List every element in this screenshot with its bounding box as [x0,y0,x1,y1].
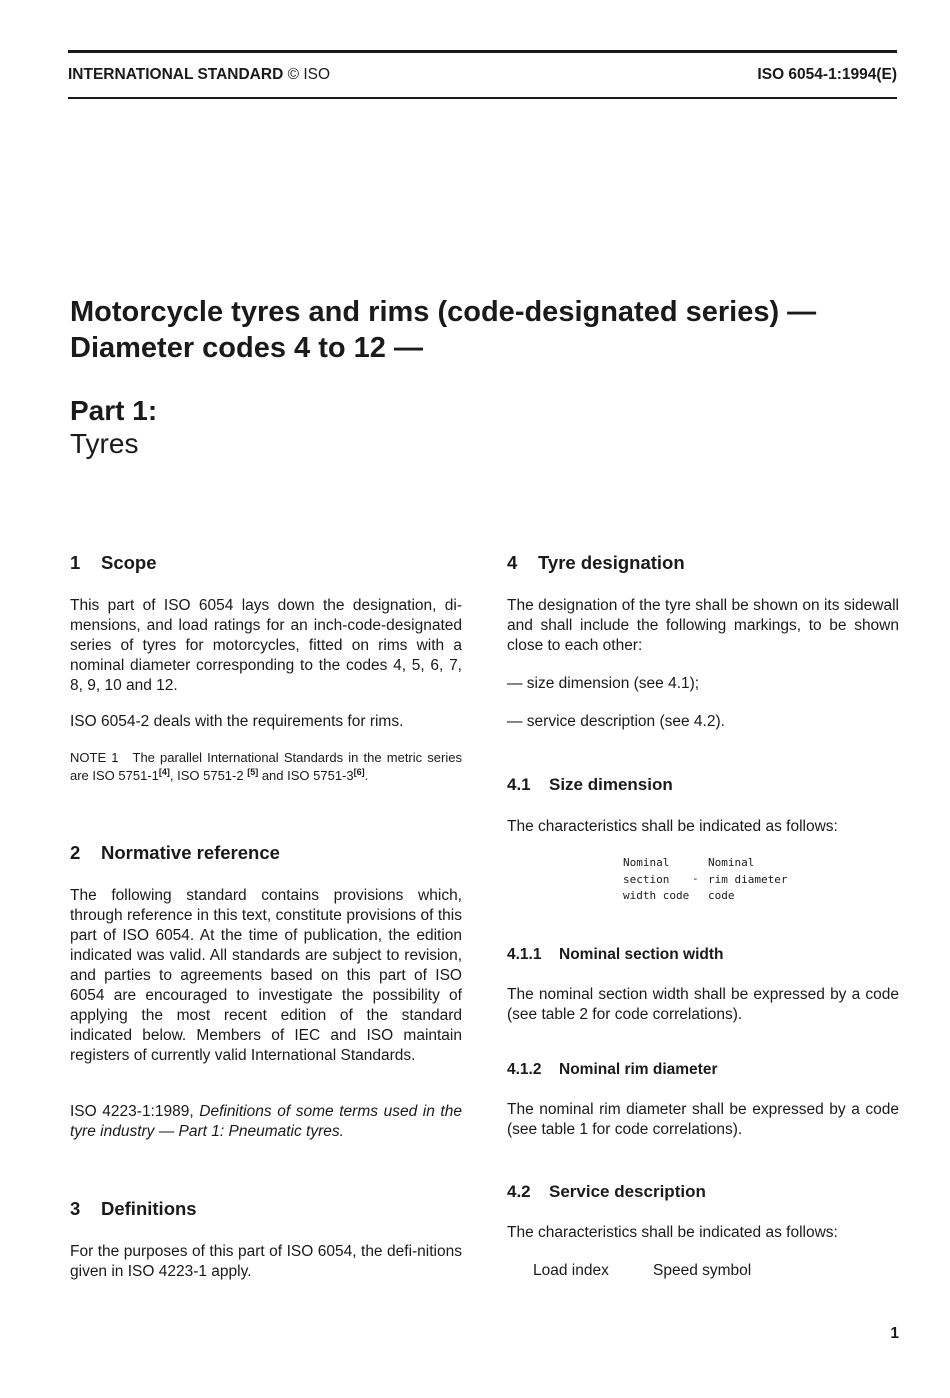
normative-paragraph: The following standard contains provisions which, through reference in this text, constitute provisions of this part of ISO 6054. At the time of publication, the edition indicated was valid. All standards are subject to revision, and parties to agreements based on this part of ISO 6054 are encouraged to investigate the possibility of applying the most recent edition of the standard indicated below. Members of IEC and ISO maintain registers of currently valid International Standards. [70,887,462,1064]
header-standard-label: INTERNATIONAL STANDARD [68,66,284,83]
size-paragraph: The characteristics shall be indicated as follows: [507,818,838,835]
header-bottom-rule [68,97,897,99]
rim-diameter-heading: 4.1.2 Nominal rim diameter [507,1061,718,1078]
definitions-paragraph: For the purposes of this part of ISO 6054, the defi-nitions given in ISO 4223-1 apply. [70,1243,462,1280]
diagram-dash: - [692,872,699,885]
title-line-1: Motorcycle tyres and rims (code-designated series) — [70,296,817,328]
scope-paragraph-2: ISO 6054-2 deals with the requirements for rims. [70,713,404,730]
header-copyright: © ISO [287,66,331,83]
title-line-2: Diameter codes 4 to 12 — [70,332,423,364]
header-document-number: ISO 6054-1:1994(E) [757,66,897,83]
reference-4: [4] [158,767,170,777]
scope-paragraph-1: This part of ISO 6054 lays down the designation, di-mensions, and load ratings for an inch-code-designated series of tyres for motorcycles, fitted on rims with a nominal diameter corresponding to the codes 4, 5, 6, 7, 8, 9, 10 and 12. [70,597,462,694]
designation-item-size: — size dimension (see 4.1); [507,675,700,692]
diagram-rim-diameter: Nominal rim diameter code [708,856,788,902]
reference-5: [5] [247,767,259,777]
section-scope-heading: 1 Scope [70,552,157,573]
section-normative-heading: 2 Normative reference [70,842,280,863]
section-designation-heading: 4 Tyre designation [507,552,685,573]
section-definitions-heading: 3 Definitions [70,1198,197,1219]
designation-paragraph: The designation of the tyre shall be shown on its sidewall and shall include the following markings, to be shown close to each other: [507,597,899,654]
scope-note: NOTE 1 The parallel International Standards in the metric series are ISO 5751-1[4], ISO 5751-2 [5] and ISO 5751-3[6]. [70,750,462,783]
note-label: NOTE 1 [70,750,119,765]
header-top-rule [68,50,897,53]
rim-diameter-paragraph: The nominal rim diameter shall be expressed by a code (see table 1 for code correlations). [507,1101,899,1138]
document-title [70,294,816,366]
speed-symbol-label: Speed symbol [653,1262,752,1279]
section-width-paragraph: The nominal section width shall be expressed by a code (see table 2 for code correlations). [507,986,899,1023]
load-index-label: Load index [533,1262,609,1279]
section-service-heading: 4.2 Service description [507,1182,706,1201]
page-number: 1 [890,1325,899,1342]
reference-title: Definitions of some terms used in the tyre industry — Part 1: Pneumatic tyres. [70,1103,462,1140]
section-width-heading: 4.1.1 Nominal section width [507,946,724,963]
designation-item-service: — service description (see 4.2). [507,713,725,730]
header-left [68,66,330,84]
diagram-section-width: Nominal section width code [623,856,690,902]
service-paragraph: The characteristics shall be indicated as follows: [507,1224,838,1241]
normative-reference-entry: ISO 4223-1:1989, Definitions of some terms used in the tyre industry — Part 1: Pneumatic tyres. [70,1103,462,1140]
section-size-heading: 4.1 Size dimension [507,775,673,794]
part-label: Part 1: [70,395,158,426]
part-subtitle: Tyres [70,428,139,459]
reference-6: [6] [353,767,365,777]
